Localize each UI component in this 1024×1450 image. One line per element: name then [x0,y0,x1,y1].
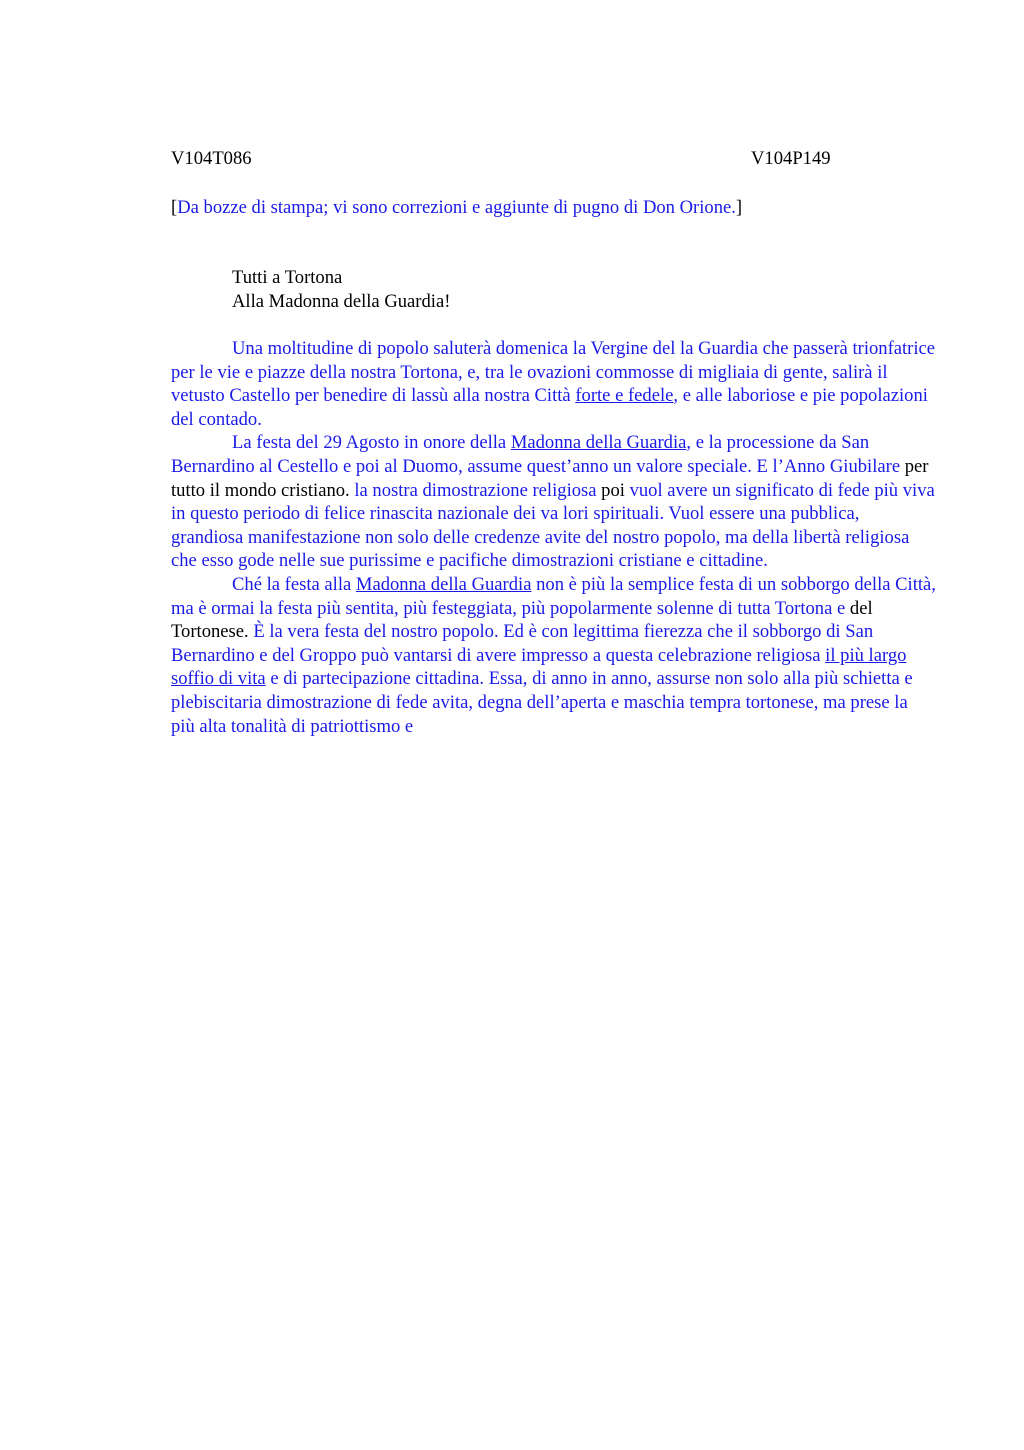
note-text: Da bozze di stampa; vi sono correzioni e aggiunte di pugno di Don Orione. [177,197,736,218]
paragraph-2 [171,431,936,573]
note-close-bracket: ] [735,197,743,218]
p3-underlined-2: il più largo soffio di vita [171,644,907,690]
paragraph-3 [171,573,936,738]
p3-text-2: non è più la semplice festa di un sobborgo della Città, ma è ormai la festa più sentita, più festeggiata, più popolarmente solenne di tutta Tortona e [171,573,936,619]
p1-underlined-1: forte e fedele [575,385,674,407]
p3-text-4: È la vera festa del nostro popolo. Ed è con legittima fierezza che il sobborgo di San Bernardino e del Groppo può vantarsi di avere impresso a questa celebrazione religiosa [171,621,874,666]
p3-underlined-1: Madonna della Guardia [355,573,532,595]
p2-text-1: La festa del 29 Agosto in onore della [232,432,511,454]
title-line-2: Alla Madonna della Guardia! [232,290,451,312]
header-left-code: V104T086 [171,148,252,169]
article-title [232,266,450,313]
p2-text-2: , e la processione da San Bernardino al Cestello e poi al Duomo, assume quest’anno un valore speciale. E l’Anno Giubilare [171,432,901,477]
article-body [171,337,936,738]
p2-text-5: poi [596,479,625,501]
p2-underlined-1: Madonna della Guardia [510,432,687,454]
p1-text-1: Una moltitudine di popolo saluterà domenica la Vergine del la Guardia che passerà trionfatrice per le vie e piazze della nostra Tortona, e, tra le ovazioni commosse di migliaia di gente, salirà il vetusto Castello per benedire di lassù alla nostra Città [171,338,936,407]
p1-text-2: , e alle laboriose e pie popolazioni del contado. [171,385,928,430]
note-open-bracket: [ [171,197,178,218]
p2-text-3: per tutto il mondo cristiano. [171,455,929,501]
p3-text-3: del Tortonese. [171,597,873,643]
paragraph-1 [171,337,936,431]
p2-text-4: la nostra dimostrazione religiosa [349,479,597,501]
p2-text-6: vuol avere un significato di fede più viva in questo periodo di felice rinascita nazionale dei va lori spirituali. Vuol essere una pubblica, grandiosa manifestazione non solo delle credenze avite del nostro popolo, ma della libertà religiosa che esso gode nelle sue purissime e pacifiche dimostrazioni cristiane e cittadine. [171,479,935,572]
header-right-code: V104P149 [751,148,831,169]
editorial-note [171,196,742,220]
title-line-1: Tutti a Tortona [232,267,343,288]
p3-text-5: e di partecipazione cittadina. Essa, di anno in anno, assurse non solo alla più schietta e plebiscitaria dimostrazione di fede avita, degna dell’aperta e maschia tempra tortonese, ma prese la più alta tonalità di patriottismo e [171,668,913,737]
p3-text-1: Ché la festa alla [232,573,356,595]
